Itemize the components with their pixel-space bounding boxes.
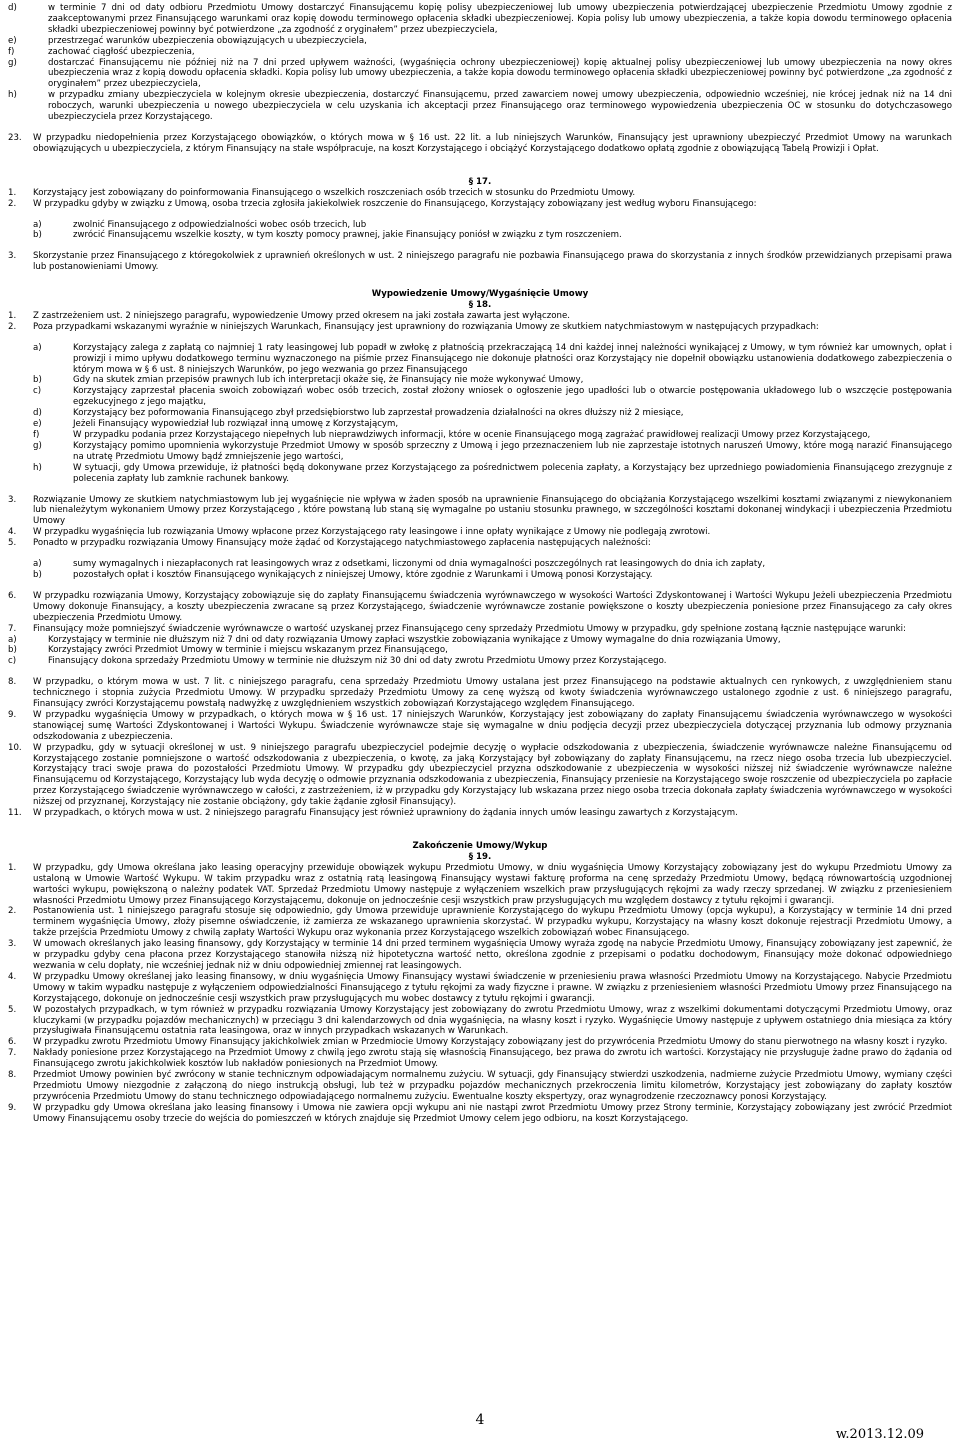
paragraph: 1. W przypadku, gdy Umowa określana jako leasing operacyjny przewiduje obowiązek wykupu Przedmiotu Umowy, w dniu wygaśnięcia Umowy Korzystający zobowiązany jest do wykupu Przedmiotu Umowy za ustaloną w Umowie Wartość Wykupu. W takim przypadku wraz z ostatnią ratą leasingową Finansujący wystawi fakturę proforma na cenę sprzedaży Przedmiotu Umowy, będącą równowartością uzgodnionej wartości wykupu, powiększoną o należny podatek VAT. Sprzedaż Przedmiotu Umowy następuje z wyłączeniem wszelkich praw przysługujących rękojmi za wady rzeczy sprzedanej. W związku z przeniesieniem własności Przedmiotu Umowy przez Finansującego Korzystającemu, dokonuje on jednocześnie cesji wszystkich praw przysługujących mu względem dostawcy z tytułu rękojmi i gwarancji. [8,862,952,906]
list-item: b) pozostałych opłat i kosztów Finansującego wynikających z niniejszej Umowy, które zgodnie z Warunkami i Umową ponosi Korzystający. [33,569,653,580]
paragraph: 3. W umowach określanych jako leasing finansowy, gdy Korzystający w terminie 14 dni przed terminem wygaśnięcia Umowy wyraża zgodę na nabycie Przedmiotu Umowy, Finansujący zobowiązany jest zapewnić, że w przypadku gdyby cena płacona przez Korzystającego stanowiła niższą niż hipotetyczna wartość netto, określona zgodnie z przepisami o podatku dochodowym, Finansujący może dokonać odpowiedniego wezwania w celu dopłaty, nie wcześniej jednak niż w dniu odpowiedniej zmiennej rat leasingowych. [8,939,952,971]
list-item: b) Korzystający zwróci Przedmiot Umowy w terminie i miejscu wskazanym przez Finansującego, [8,645,448,656]
list-item: f) zachować ciągłość ubezpieczenia, [8,46,195,57]
list-item: d) w terminie 7 dni od daty odbioru Przedmiotu Umowy dostarczyć Finansującemu kopię polisy ubezpieczeniowej lub umowy ubezpieczenia potwierdzającej ubezpieczenie Przedmiotu Umowy zgodnie z zaakceptowanymi przez Finansującego warunkami oraz kopię dowodu terminowego opłacenia składki ubezpieczeniowej. Kopia polisy lub umowy ubezpieczenia, a także kopia dowodu terminowego opłacenia składki ubezpieczeniowej powinny być potwierdzone „za zgodność z oryginałem” przez ubezpieczyciela, [8,3,952,35]
paragraph: 5. Ponadto w przypadku rozwiązania Umowy Finansujący może żądać od Korzystającego natychmiastowego zapłacenia następujących należności: [8,538,651,549]
paragraph: 4. W przypadku wygaśnięcia lub rozwiązania Umowy wpłacone przez Korzystającego raty leasingowe i inne opłaty wynikające z Umowy nie podlegają zwrotowi. [8,527,711,538]
paragraph: 5. W pozostałych przypadkach, w tym również w przypadku rozwiązania Umowy Korzystający jest zobowiązany do zwrotu Przedmiotu Umowy, wraz z wszelkimi dokumentami dotyczącymi Przedmiotu Umowy, oraz kluczykami (w przypadku pojazdów mechanicznych) w przeciągu 3 dni kalendarzowych od dnia wygaśnięcia, na własny koszt i ryzyko. Wygaśnięcie Umowy następuje z upływem ostatniego dnia miesiąca za który przysługiwała Finansującemu ostatnia rata leasingowa, oraz w innych przypadkach wskazanych w Warunkach. [8,1004,952,1037]
list-item: h) w przypadku zmiany ubezpieczyciela w kolejnym okresie ubezpieczenia, dostarczyć Finansującemu, przed zawarciem nowej umowy ubezpieczenia, odpowiednio wcześniej, nie krócej jednak niż na 14 dni roboczych, warunki ubezpieczenia u nowego ubezpieczyciela w celu uzyskania ich akceptacji przez Finansującego oraz terminowego wypowiedzenia ubezpieczenia OC w stosunku do dotychczasowego ubezpieczyciela przez Korzystającego. [8,90,952,123]
paragraph: 2. Postanowienia ust. 1 niniejszego paragrafu stosuje się odpowiednio, gdy Umowa przewiduje uprawnienie Korzystającego do wykupu Przedmiotu Umowy (opcja wykupu), a Korzystający w terminie 14 dni przed terminem wygaśnięcia Umowy, złoży pisemne oświadczenie, iż zamierza ze wskazanego uprawnienia skorzystać. W przypadku wykupu, Korzystający na własny koszt dokonuje rejestracji Przedmiotu Umowy, a także przejścia Przedmiotu Umowy z chwilą zapłaty Wartości Wykupu oraz wykonania przez Korzystającego wszelkich zobowiązań wobec Finansującego. [8,906,952,939]
section-18-title: Wypowiedzenie Umowy/Wygaśnięcie Umowy [371,289,589,300]
document-version: w.2013.12.09 [835,1427,924,1442]
paragraph: 4. W przypadku Umowy określanej jako leasing finansowy, w dniu wygaśnięcia Umowy Finansujący wystawi świadczenie w przeniesieniu prawa własności Przedmiotu Umowy na Korzystającego. Nabycie Przedmiotu Umowy w takim wypadku następuje z wyłączeniem odpowiedzialności Finansującego z tytułu rękojmi za wady fizyczne i prawne. W związku z przeniesieniem własności Przedmiotu Umowy przez Finansującego na Korzystającego, dokonuje on jednocześnie cesji wszystkich praw przysługujących mu wobec dostawcy z tytułu rękojmi i gwarancji. [8,971,952,1004]
list-item: c) Korzystający zaprzestał płacenia swoich zobowiązań wobec osób trzecich, został złożony wniosek o ogłoszenie jego upadłości lub o otwarcie postępowania układowego lub o wszczęcie postępowania egzekucyjnego z jego majątku, [33,386,952,408]
list-item: a) sumy wymagalnych i niezapłaconych rat leasingowych wraz z odsetkami, liczonymi od dnia wymagalności poszczególnych rat leasingowych do dnia ich zapłaty, [33,559,766,570]
paragraph: 6. W przypadku zwrotu Przedmiotu Umowy Finansujący jakichkolwiek zmian w Przedmiocie Umowy Korzystający zobowiązany jest do przywrócenia Przedmiotu Umowy do stanu pierwotnego na własny koszt i ryzyko. [8,1037,948,1048]
paragraph: 3. Rozwiązanie Umowy ze skutkiem natychmiastowym lub jej wygaśnięcie nie wpływa w żaden sposób na uprawnienie Finansującego do obciążania Korzystającego wszelkimi kosztami związanymi z niewykonaniem lub nienależytym wykonaniem Umowy przez Korzystającego , które powstaną lub staną się wymagalne po ustaniu stosunku prawnego, w szczególności kosztami dokonanej windykacji i ubezpieczenia Przedmiotu Umowy [8,494,952,527]
paragraph: 11. W przypadkach, o których mowa w ust. 2 niniejszego paragrafu Finansujący jest również uprawniony do żądania innych umów leasingu zawartych z Korzystającym. [8,808,738,819]
paragraph: 1. Z zastrzeżeniem ust. 2 niniejszego paragrafu, wypowiedzenie Umowy przed okresem na jaki została zawarta jest wyłączone. [8,310,570,321]
paragraph: 3. Skorzystanie przez Finansującego z któregokolwiek z uprawnień określonych w ust. 2 niniejszego paragrafu nie pozbawia Finansującego prawa do skorzystania z innych środków przewidzianych przepisami prawa lub postanowieniami Umowy. [8,251,952,273]
paragraph: 7. Nakłady poniesione przez Korzystającego na Przedmiot Umowy z chwilą jego zwrotu stają się własnością Finansującego, bez prawa do zwrotu ich wartości. Korzystający nie przysługuje żadne prawo do żądania od Finansującego zwrotu jakichkolwiek kosztów lub nakładów poniesionych na Przedmiot Umowy. [8,1048,952,1070]
list-item: a) Korzystający w terminie nie dłuższym niż 7 dni od daty rozwiązania Umowy zapłaci wszystkie zobowiązania wynikające z Umowy wymagalne do dnia rozwiązania Umowy, [8,634,781,645]
paragraph: 9. W przypadku wygaśnięcia Umowy w przypadkach, o których mowa w § 16 ust. 17 niniejszych Warunków, Korzystający jest zobowiązany do zapłaty Finansującemu świadczenia wyrównawczego w wysokości stanowiącej sumę Wartości Zdyskontowanej i Wartości Wykupu. Świadczenie wyrównawcze staje się wymagalne w dniu podjęcia decyzji przez ubezpieczyciela dotyczącej przyznania lub odmowy przyznania odszkodowania z ubezpieczenia. [8,709,952,742]
list-item: a) zwolnić Finansującego z odpowiedzialności wobec osób trzecich, lub [33,219,367,230]
list-item: a) Korzystający zalega z zapłatą co najmniej 1 raty leasingowej lub popadł w zwłokę z płatnością przekraczającą 14 dni każdej innej należności wynikającej z Umowy, w tym również kar umownych, opłat i prowizji i mimo upływu dodatkowego terminu wyznaczonego na piśmie przez Finansującego nie dokonuje płatności oraz Korzystający nie dopełnił obowiązku ustanowienia dodatkowego zabezpieczenia o którym mowa w § 6 ust. 8 niniejszych Warunków, po jego wezwania go przez Finansującego [33,342,952,375]
paragraph: 10. W przypadku, gdy w sytuacji określonej w ust. 9 niniejszego paragrafu ubezpieczyciel podejmie decyzję o wypłacie odszkodowania z ubezpieczenia, świadczenie wyrównawcze należne Finansującemu od Korzystającego zostanie pomniejszone o wartość odszkodowania z ubezpieczenia, o kwotę, za jaką Korzystający był zobowiązany do zapłaty Finansującemu, na rzecz niego osoba trzecia lub ubezpieczyciel. Korzystający traci swoje prawa do pozostałości Przedmiotu Umowy. W przypadku gdy ubezpieczyciel przyzna odszkodowanie z ubezpieczenia w wysokości niższej niż świadczenie wyrównawcze należne Finansującemu od Korzystającego, Korzystający lub wyda decyzję o odmowie przyznania odszkodowania z ubezpieczenia, Finansujący przeniesie na Korzystającego swoje roszczenie od ubezpieczyciela po zapłacie przez Korzystającego świadczenie wyrównawczego w całości, z zastrzeżeniem, iż w przypadku gdy Korzystający lub wskazana przez niego osoba trzecia dokonała zapłaty świadczenia wyrównawczego w wysokości niższej od przyznanej, Korzystający nie zostanie obciążony, gdy takie żądanie zgłosił Finansujący). [8,742,952,808]
list-item: d) Korzystający bez poformowania Finansującego zbył przedsiębiorstwo lub zaprzestał prowadzenia działalności na okres dłuższy niż 2 miesiące, [33,408,684,419]
paragraph: 6. W przypadku rozwiązania Umowy, Korzystający zobowiązuje się do zapłaty Finansującemu świadczenia wyrównawczego w wysokości Wartości Zdyskontowanej i Wartości Wykupu Jeżeli ubezpieczenia Przedmiotu Umowy dokonuje Finansujący, a koszty ubezpieczenia zwracane są przez Korzystającego, świadczenie wyrównawcze zostanie powiększone o koszty ubezpieczenia poniesione przez Finansującego za cały okres ubezpieczenia Przedmiotu Umowy. [8,590,952,623]
list-item: g) dostarczać Finansującemu nie później niż na 7 dni przed upływem ważności, (wygaśnięcia ochrony ubezpieczeniowej) kopię aktualnej polisy ubezpieczeniowej lub umowy ubezpieczenia na nowy okres ubezpieczenia wraz z kopią dowodu opłacenia składki. Kopia polisy lub umowy ubezpieczenia, a także kopia dowodu terminowego opłacenia składki ubezpieczeniowej powinny być potwierdzone „za zgodność z oryginałem” przez ubezpieczyciela, [8,57,952,90]
list-item: e) przestrzegać warunków ubezpieczenia obowiązujących u ubezpieczyciela, [8,35,367,46]
section-17-heading: § 17. [468,176,492,187]
paragraph: 8. W przypadku, o którym mowa w ust. 7 lit. c niniejszego paragrafu, cena sprzedaży Przedmiotu Umowy ustalana jest przez Finansującego na podstawie aktualnych cen rynkowych, z uwzględnieniem stanu technicznego i stopnia zużycia Przedmiotu Umowy. W przypadku sprzedaży Przedmiotu Umowy za cenę wyższą od kwoty świadczenia wyrównawczego ustalonego zgodnie z ust. 6 niniejszego paragrafu, Finansujący zwróci Korzystającemu powstałą nadwyżkę z uwzględnieniem wszystkich zobowiązań Korzystającego względem Finansującego. [8,677,952,710]
section-19-heading: § 19. [468,851,492,862]
page-number: 4 [475,1412,485,1428]
list-item: f) W przypadku podania przez Korzystającego niepełnych lub nieprawdziwych informacji, które w ocenie Finansującego mogą zagrażać prawidłowej realizacji Umowy przez Korzystającego, [33,430,871,440]
section-19-title: Zakończenie Umowy/Wykup [412,841,548,851]
list-item: h) W sytuacji, gdy Umowa przewiduje, iż płatności będą dokonywane przez Korzystającego za pośrednictwem polecenia zapłaty, a Korzystający bez uprzedniego powiadomienia Finansującego zrezygnuje z polecenia zapłaty lub zamknie rachunek bankowy. [33,462,952,484]
paragraph: 2. W przypadku gdyby w związku z Umową, osoba trzecia zgłosiła jakiekolwiek roszczenie do Finansującego, Korzystający zobowiązany jest według wyboru Finansującego: [8,198,757,209]
insurance-obligations-list [8,3,952,123]
paragraph: 8. Przedmiot Umowy powinien być zwrócony w stanie technicznym odpowiadającym normalnemu zużyciu. W sytuacji, gdy Finansujący stwierdzi uszkodzenia, nadmierne zużycie Przedmiotu Umowy, wymiany części Przedmiotu Umowy niezgodnie z załączoną do niego instrukcją obsługi, lub też w przypadku pojazdów mechanicznych przekroczenia limitu kilometrów, Korzystający jest zobowiązany do zapłaty kosztów przywrócenia Przedmiotu Umowy do stanu technicznego odpowiadającego normalnemu zużyciu. Ewentualne koszty ekspertyzy, oraz wynagrodzenie rzeczoznawcy ponosi Korzystający. [8,1070,952,1102]
paragraph-23: 23. W przypadku niedopełnienia przez Korzystającego obowiązków, o których mowa w § 16 ust. 22 lit. a lub niniejszych Warunków, Finansujący jest uprawniony ubezpieczyć Przedmiot Umowy na warunkach obowiązujących u ubezpieczyciela, z którym Finansujący na stałe współpracuje, na koszt Korzystającego i obciążyć Korzystającego dodatkowo opłatą zgodnie z obowiązującą Tabelą Prowizji i Opłat. [8,132,952,154]
list-item: c) Finansujący dokona sprzedaży Przedmiotu Umowy w terminie nie dłuższym niż 30 dni od daty zwrotu Przedmiotu Umowy przez Korzystającego. [8,656,667,667]
list-item: b) Gdy na skutek zmian przepisów prawnych lub ich interpretacji okaże się, że Finansujący nie może wykonywać Umowy, [33,375,584,386]
paragraph: 2. Poza przypadkami wskazanymi wyraźnie w niniejszych Warunkach, Finansujący jest uprawniony do rozwiązania Umowy ze skutkiem natychmiastowym w następujących przypadkach: [8,321,819,332]
section-18-heading: § 18. [468,300,492,311]
paragraph: 9. W przypadku gdy Umowa określana jako leasing finansowy i Umowa nie zawiera opcji wykupu ani nie nastąpi zwrot Przedmiotu Umowy przez Strony terminie, Korzystający zobowiązany jest zwrócić Przedmiot Umowy Finansującemu osoby trzecie do wejścia do pomieszczeń w których znajduje się Przedmiot Umowy celem jego odbioru, na koszt Korzystającego. [8,1102,952,1124]
list-item: e) Jeżeli Finansujący wypowiedział lub rozwiązał inną umowę z Korzystającym, [33,419,399,430]
list-item: g) Korzystający pomimo upomnienia wykorzystuje Przedmiot Umowy w sposób sprzeczny z Umową i jego przeznaczeniem lub nie zaprzestaje istotnych naruszeń Umowy, które mogą narazić Finansującego na utratę Przedmiotu Umowy bądź zmniejszenie jego wartości, [33,440,952,462]
paragraph: 7. Finansujący może pomniejszyć świadczenie wyrównawcze o wartość uzyskanej przez Finansującego ceny sprzedaży Przedmiotu Umowy w przypadku, gdy spełnione zostaną łącznie następujące warunki: [8,623,906,634]
document-page [8,3,952,1125]
paragraph: 1. Korzystający jest zobowiązany do poinformowania Finansującego o wszelkich roszczeniach osób trzecich w stosunku do Przedmiotu Umowy. [8,187,636,198]
list-item: b) zwrócić Finansującemu wszelkie koszty, w tym koszty pomocy prawnej, jakie Finansujący poniósł w związku z tym roszczeniem. [33,230,622,241]
